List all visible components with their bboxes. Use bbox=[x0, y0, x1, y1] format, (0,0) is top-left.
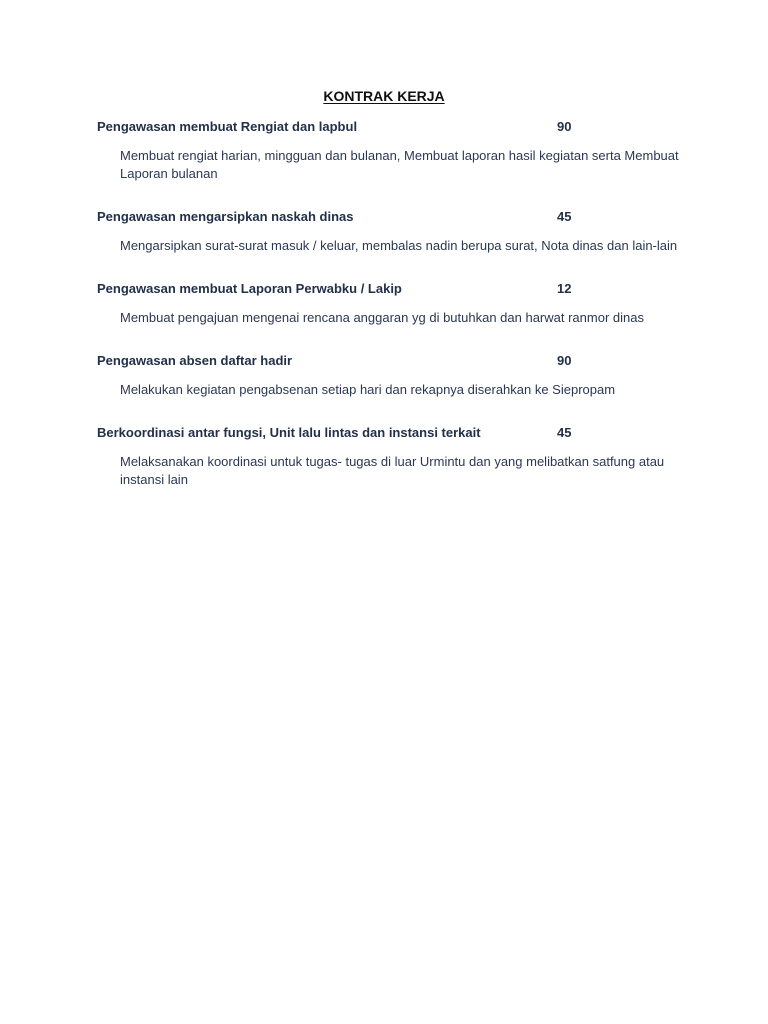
task-description: Membuat pengajuan mengenai rencana anggaran yg di butuhkan dan harwat ranmor dinas bbox=[120, 310, 644, 325]
task-value: 90 bbox=[557, 353, 572, 368]
task-name: Berkoordinasi antar fungsi, Unit lalu lintas dan instansi terkait bbox=[97, 425, 481, 440]
document-title-text: KONTRAK KERJA bbox=[323, 88, 445, 104]
task-value: 12 bbox=[557, 281, 572, 296]
task-description: Mengarsipkan surat-surat masuk / keluar, membalas nadin berupa surat, Nota dinas dan lain-lain bbox=[120, 238, 678, 253]
task-value: 90 bbox=[557, 119, 572, 134]
task-description: Melakukan kegiatan pengabsenan setiap hari dan rekapnya diserahkan ke Siepropam bbox=[120, 382, 616, 397]
task-header bbox=[97, 280, 697, 298]
task-description: Membuat rengiat harian, mingguan dan bulanan, Membuat laporan hasil kegiatan serta Membuat Laporan bulanan bbox=[120, 148, 679, 181]
task-item bbox=[97, 424, 697, 489]
task-header bbox=[97, 424, 697, 442]
task-value: 45 bbox=[557, 425, 572, 440]
task-header bbox=[97, 352, 697, 370]
task-header bbox=[97, 208, 697, 226]
task-item bbox=[97, 280, 697, 327]
task-name: Pengawasan membuat Rengiat dan lapbul bbox=[97, 119, 358, 134]
task-item bbox=[97, 208, 697, 255]
task-description: Melaksanakan koordinasi untuk tugas- tugas di luar Urmintu dan yang melibatkan satfung atau instansi lain bbox=[120, 454, 665, 487]
task-item bbox=[97, 352, 697, 399]
task-name: Pengawasan membuat Laporan Perwabku / Lakip bbox=[97, 281, 402, 296]
task-item bbox=[97, 118, 697, 183]
task-value: 45 bbox=[557, 209, 572, 224]
document-title bbox=[0, 88, 768, 104]
task-name: Pengawasan absen daftar hadir bbox=[97, 353, 293, 368]
task-list bbox=[97, 118, 697, 514]
task-header bbox=[97, 118, 697, 136]
task-name: Pengawasan mengarsipkan naskah dinas bbox=[97, 209, 354, 224]
